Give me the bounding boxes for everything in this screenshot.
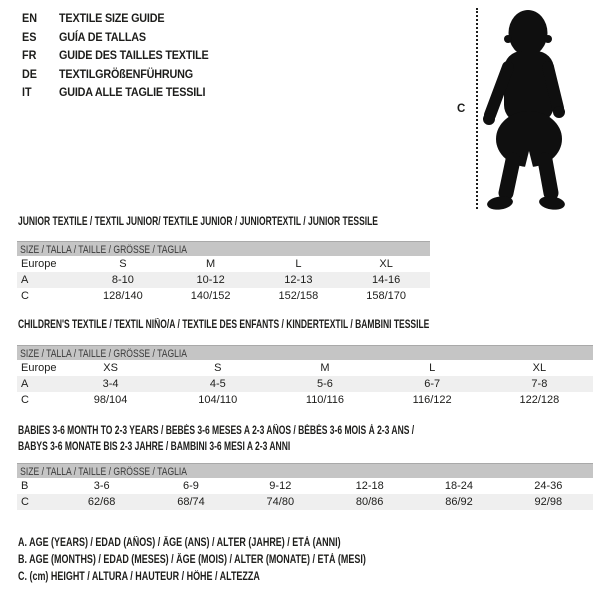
legend-age-years: A. AGE (YEARS) / EDAD (AÑOS) / ÂGE (ANS) / ALTER (JAHRE) / ETÀ (ANNI) bbox=[18, 537, 341, 549]
size-header-bar bbox=[17, 345, 593, 360]
size-cell: 6-9 bbox=[183, 480, 199, 492]
language-title: TEXTILE SIZE GUIDE bbox=[59, 11, 165, 26]
language-code: ES bbox=[22, 29, 37, 44]
table-row bbox=[17, 494, 593, 510]
size-cell: 92/98 bbox=[534, 496, 563, 508]
size-cell: L bbox=[429, 362, 436, 374]
size-cell: 24-36 bbox=[534, 480, 563, 492]
size-cell: 18-24 bbox=[444, 480, 474, 492]
size-cell: 116/122 bbox=[412, 394, 452, 406]
size-cell: 3-6 bbox=[93, 480, 110, 492]
size-cell: 98/104 bbox=[93, 394, 128, 406]
size-cell: 140/152 bbox=[190, 290, 231, 302]
size-cell: M bbox=[320, 362, 330, 374]
language-row bbox=[22, 65, 225, 84]
size-cell: 12-18 bbox=[355, 480, 384, 492]
section-heading-babies-line1: BABIES 3-6 MONTH TO 2-3 YEARS / BEBÉS 3-6 MESES A 2-3 AÑOS / BÉBÉS 3-6 MOIS À 2-3 ANS / bbox=[18, 425, 415, 437]
size-header-bar bbox=[17, 463, 593, 478]
table-row bbox=[17, 272, 430, 288]
size-cell: 152/158 bbox=[278, 290, 319, 302]
table-row bbox=[17, 392, 593, 408]
size-header-label: SIZE / TALLA / TAILLE / GRÖSSE / TAGLIA bbox=[20, 348, 188, 360]
row-label: Europe bbox=[21, 258, 57, 270]
size-cell: 4-5 bbox=[209, 378, 226, 390]
language-code: IT bbox=[22, 85, 32, 100]
language-title: TEXTILGRÖßENFÜHRUNG bbox=[59, 66, 193, 81]
size-cell: 80/86 bbox=[355, 496, 384, 508]
language-title-list bbox=[22, 9, 225, 102]
language-code: FR bbox=[22, 48, 37, 63]
table-row bbox=[17, 360, 593, 376]
size-header-label: SIZE / TALLA / TAILLE / GRÖSSE / TAGLIA bbox=[20, 466, 188, 478]
row-label: C bbox=[21, 496, 29, 508]
size-cell: 128/140 bbox=[102, 290, 143, 302]
legend-age-months: B. AGE (MONTHS) / EDAD (MESES) / ÂGE (MOIS) / ALTER (MONATE) / ETÀ (MESI) bbox=[18, 554, 366, 566]
size-cell: 10-12 bbox=[196, 274, 225, 286]
table-row bbox=[17, 376, 593, 392]
size-cell: 8-10 bbox=[111, 274, 134, 286]
section-heading-babies-line2: BABYS 3-6 MONATE BIS 2-3 JAHRE / BAMBINI 3-6 MESI A 2-3 ANNI bbox=[18, 441, 291, 453]
size-cell: S bbox=[214, 362, 222, 374]
size-cell: 62/68 bbox=[87, 496, 116, 508]
size-cell: 7-8 bbox=[531, 378, 548, 390]
size-cell: 158/170 bbox=[366, 290, 406, 302]
table-row bbox=[17, 288, 430, 304]
size-cell: 110/116 bbox=[305, 394, 345, 406]
row-label: B bbox=[21, 480, 29, 492]
size-cell: L bbox=[295, 258, 302, 270]
section-heading-junior: JUNIOR TEXTILE / TEXTIL JUNIOR/ TEXTILE JUNIOR / JUNIORTEXTIL / JUNIOR TESSILE bbox=[18, 216, 378, 228]
baby-silhouette-icon bbox=[482, 5, 594, 212]
size-cell: 14-16 bbox=[372, 274, 401, 286]
table-row bbox=[17, 256, 430, 272]
language-title: GUIDE DES TAILLES TEXTILE bbox=[59, 48, 209, 63]
size-header-label: SIZE / TALLA / TAILLE / GRÖSSE / TAGLIA bbox=[20, 244, 188, 256]
language-row bbox=[22, 9, 225, 28]
size-cell: 68/74 bbox=[177, 496, 205, 508]
language-row bbox=[22, 46, 225, 65]
language-row bbox=[22, 28, 225, 47]
language-title: GUÍA DE TALLAS bbox=[59, 29, 146, 44]
size-cell: 5-6 bbox=[317, 378, 333, 390]
language-code: EN bbox=[22, 11, 38, 26]
size-cell: XL bbox=[532, 362, 547, 374]
row-label: C bbox=[21, 290, 29, 302]
height-measure-label: C bbox=[457, 103, 466, 115]
size-cell: S bbox=[119, 258, 127, 270]
row-label: C bbox=[21, 394, 29, 406]
row-label: A bbox=[21, 274, 29, 286]
language-code: DE bbox=[22, 66, 38, 81]
language-row bbox=[22, 83, 225, 102]
size-cell: 74/80 bbox=[266, 496, 295, 508]
children-size-table bbox=[17, 360, 593, 408]
size-cell: XS bbox=[103, 362, 118, 374]
size-cell: XL bbox=[379, 258, 393, 270]
size-cell: 9-12 bbox=[269, 480, 292, 492]
junior-size-table bbox=[17, 256, 430, 304]
section-heading-children: CHILDREN'S TEXTILE / TEXTIL NIÑO/A / TEXTILE DES ENFANTS / KINDERTEXTIL / BAMBINI TESSILE bbox=[18, 319, 430, 331]
size-header-bar bbox=[17, 241, 430, 256]
table-row bbox=[17, 478, 593, 494]
height-measure-dotted-line bbox=[476, 8, 478, 209]
babies-size-table bbox=[17, 478, 593, 510]
size-cell: 122/128 bbox=[519, 394, 560, 406]
language-title: GUIDA ALLE TAGLIE TESSILI bbox=[59, 85, 206, 100]
row-label: A bbox=[21, 378, 29, 390]
size-cell: 104/110 bbox=[198, 394, 238, 406]
size-cell: 12-13 bbox=[284, 274, 313, 286]
size-cell: 3-4 bbox=[102, 378, 119, 390]
row-label: Europe bbox=[21, 362, 57, 374]
legend-height-cm: C. (cm) HEIGHT / ALTURA / HAUTEUR / HÖHE / ALTEZZA bbox=[18, 571, 260, 583]
size-cell: 6-7 bbox=[424, 378, 441, 390]
size-cell: 86/92 bbox=[445, 496, 473, 508]
size-cell: M bbox=[206, 258, 216, 270]
